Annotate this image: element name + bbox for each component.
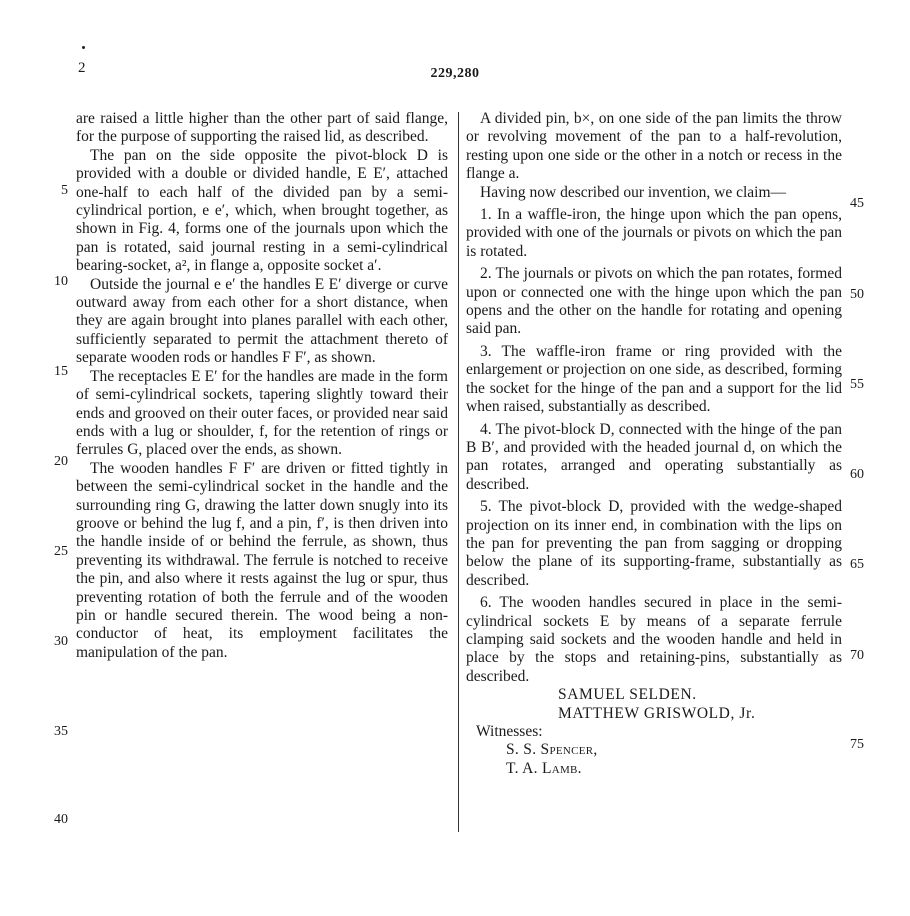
line-number: 30 <box>54 634 68 649</box>
claim: 1. In a waffle-iron, the hinge upon which the pan opens, provided with one of the journals or pivots on which the pan is rotated. <box>466 206 842 260</box>
left-paragraph: The pan on the side opposite the pivot-block D is provided with a double or divided handle, E E′, attached one-half to each half of the divided pan by a semi-cylindrical portion, e e′, which, when brought together, as shown in Fig. 4, forms one of the journals upon which the pan is rotated, said journal resting in a semi-cylindrical bearing-socket, a², in flange a, opposite socket a′. <box>76 146 448 275</box>
line-number: 20 <box>54 454 68 469</box>
claim-intro: Having now described our invention, we claim— <box>480 183 787 201</box>
claim: 4. The pivot-block D, connected with the hinge of the pan B B′, and provided with the headed journal d, on which the pan rotates, arranged and operating substantially as described. <box>466 420 842 493</box>
line-number: 10 <box>54 274 68 289</box>
left-paragraph: Outside the journal e e′ the handles E E′ diverge or curve outward away from each other for a short distance, when they are again brought into planes parallel with each other, sufficiently separated to permit the attachment thereto of separate wooden rods or handles F F′, as shown. <box>76 275 448 367</box>
claim: 5. The pivot-block D, provided with the wedge-shaped projection on its inner end, in combination with the lips on the pan for preventing the pan from sagging or dropping below the plane of its supporting-frame, substantially as described. <box>466 498 842 589</box>
left-paragraph: The wooden handles F F′ are driven or fitted tightly in between the semi-cylindrical socket in the handle and the surrounding ring G, drawing the latter down snugly into its groove or behind the lug f, and a pin, f′, is then driven into the handle inside of or behind the ferrule, as shown, thus preventing its withdrawal. The ferrule is notched to receive the pin, and also where it rests against the lug or spur, thus preventing rotation of both the ferrule and of the wooden pin or handle secured therein. The wood being a non-conductor of heat, its employment facilitates the manipulation of the pan. <box>76 459 448 661</box>
line-number: 60 <box>850 467 864 482</box>
left-column <box>76 110 448 662</box>
signature-inventor: MATTHEW GRISWOLD, Jr. <box>558 704 756 722</box>
witness-name: T. A. Lamb. <box>506 759 582 777</box>
left-paragraph: are raised a little higher than the other part of said flange, for the purpose of supporting the raised lid, as described. <box>76 110 448 146</box>
patent-number: 229,280 <box>430 66 480 81</box>
right-column <box>466 110 842 778</box>
line-number: 75 <box>850 737 864 752</box>
claim: 2. The journals or pivots on which the pan rotates, formed upon or connected one with the hinge upon which the pan opens and the other on the handle for rotating and opening said pan. <box>466 265 842 338</box>
line-number: 55 <box>850 377 864 392</box>
line-number: 50 <box>850 287 864 302</box>
line-number: 65 <box>850 557 864 572</box>
line-number: 70 <box>850 648 864 663</box>
ink-dot <box>82 46 85 49</box>
page-number: 2 <box>78 60 86 76</box>
line-number: 25 <box>54 544 68 559</box>
line-number: 45 <box>850 196 864 211</box>
witness-name: S. S. Spencer, <box>506 741 598 759</box>
claim: 6. The wooden handles secured in place in the semi-cylindrical sockets E by means of a separate ferrule clamping said sockets and the wooden handle and held in place by the stops and retaining-pins, substantially as described. <box>466 594 842 685</box>
line-number: 15 <box>54 364 68 379</box>
claim: 3. The waffle-iron frame or ring provided with the enlargement or projection on one side, as described, forming the socket for the hinge of the pan and a support for the lid when raised, substantially as described. <box>466 342 842 416</box>
line-number: 5 <box>61 183 68 198</box>
left-paragraph: The receptacles E E′ for the handles are made in the form of semi-cylindrical sockets, tapering slightly toward their ends and grooved on their outer faces, or provided near said ends with a lug or shoulder, f, for the retention of rings or ferrules G, placed over the ends, as shown. <box>76 367 448 459</box>
right-paragraph: A divided pin, b×, on one side of the pan limits the throw or revolving movement of the pan to a half-revolution, resting upon one side or the other in a notch or recess in the flange a. <box>466 110 842 183</box>
signature-inventor: SAMUEL SELDEN. <box>558 686 697 704</box>
line-number: 35 <box>54 724 68 739</box>
line-number: 40 <box>54 812 68 827</box>
column-divider <box>458 112 459 832</box>
witnesses-label: Witnesses: <box>476 723 543 740</box>
